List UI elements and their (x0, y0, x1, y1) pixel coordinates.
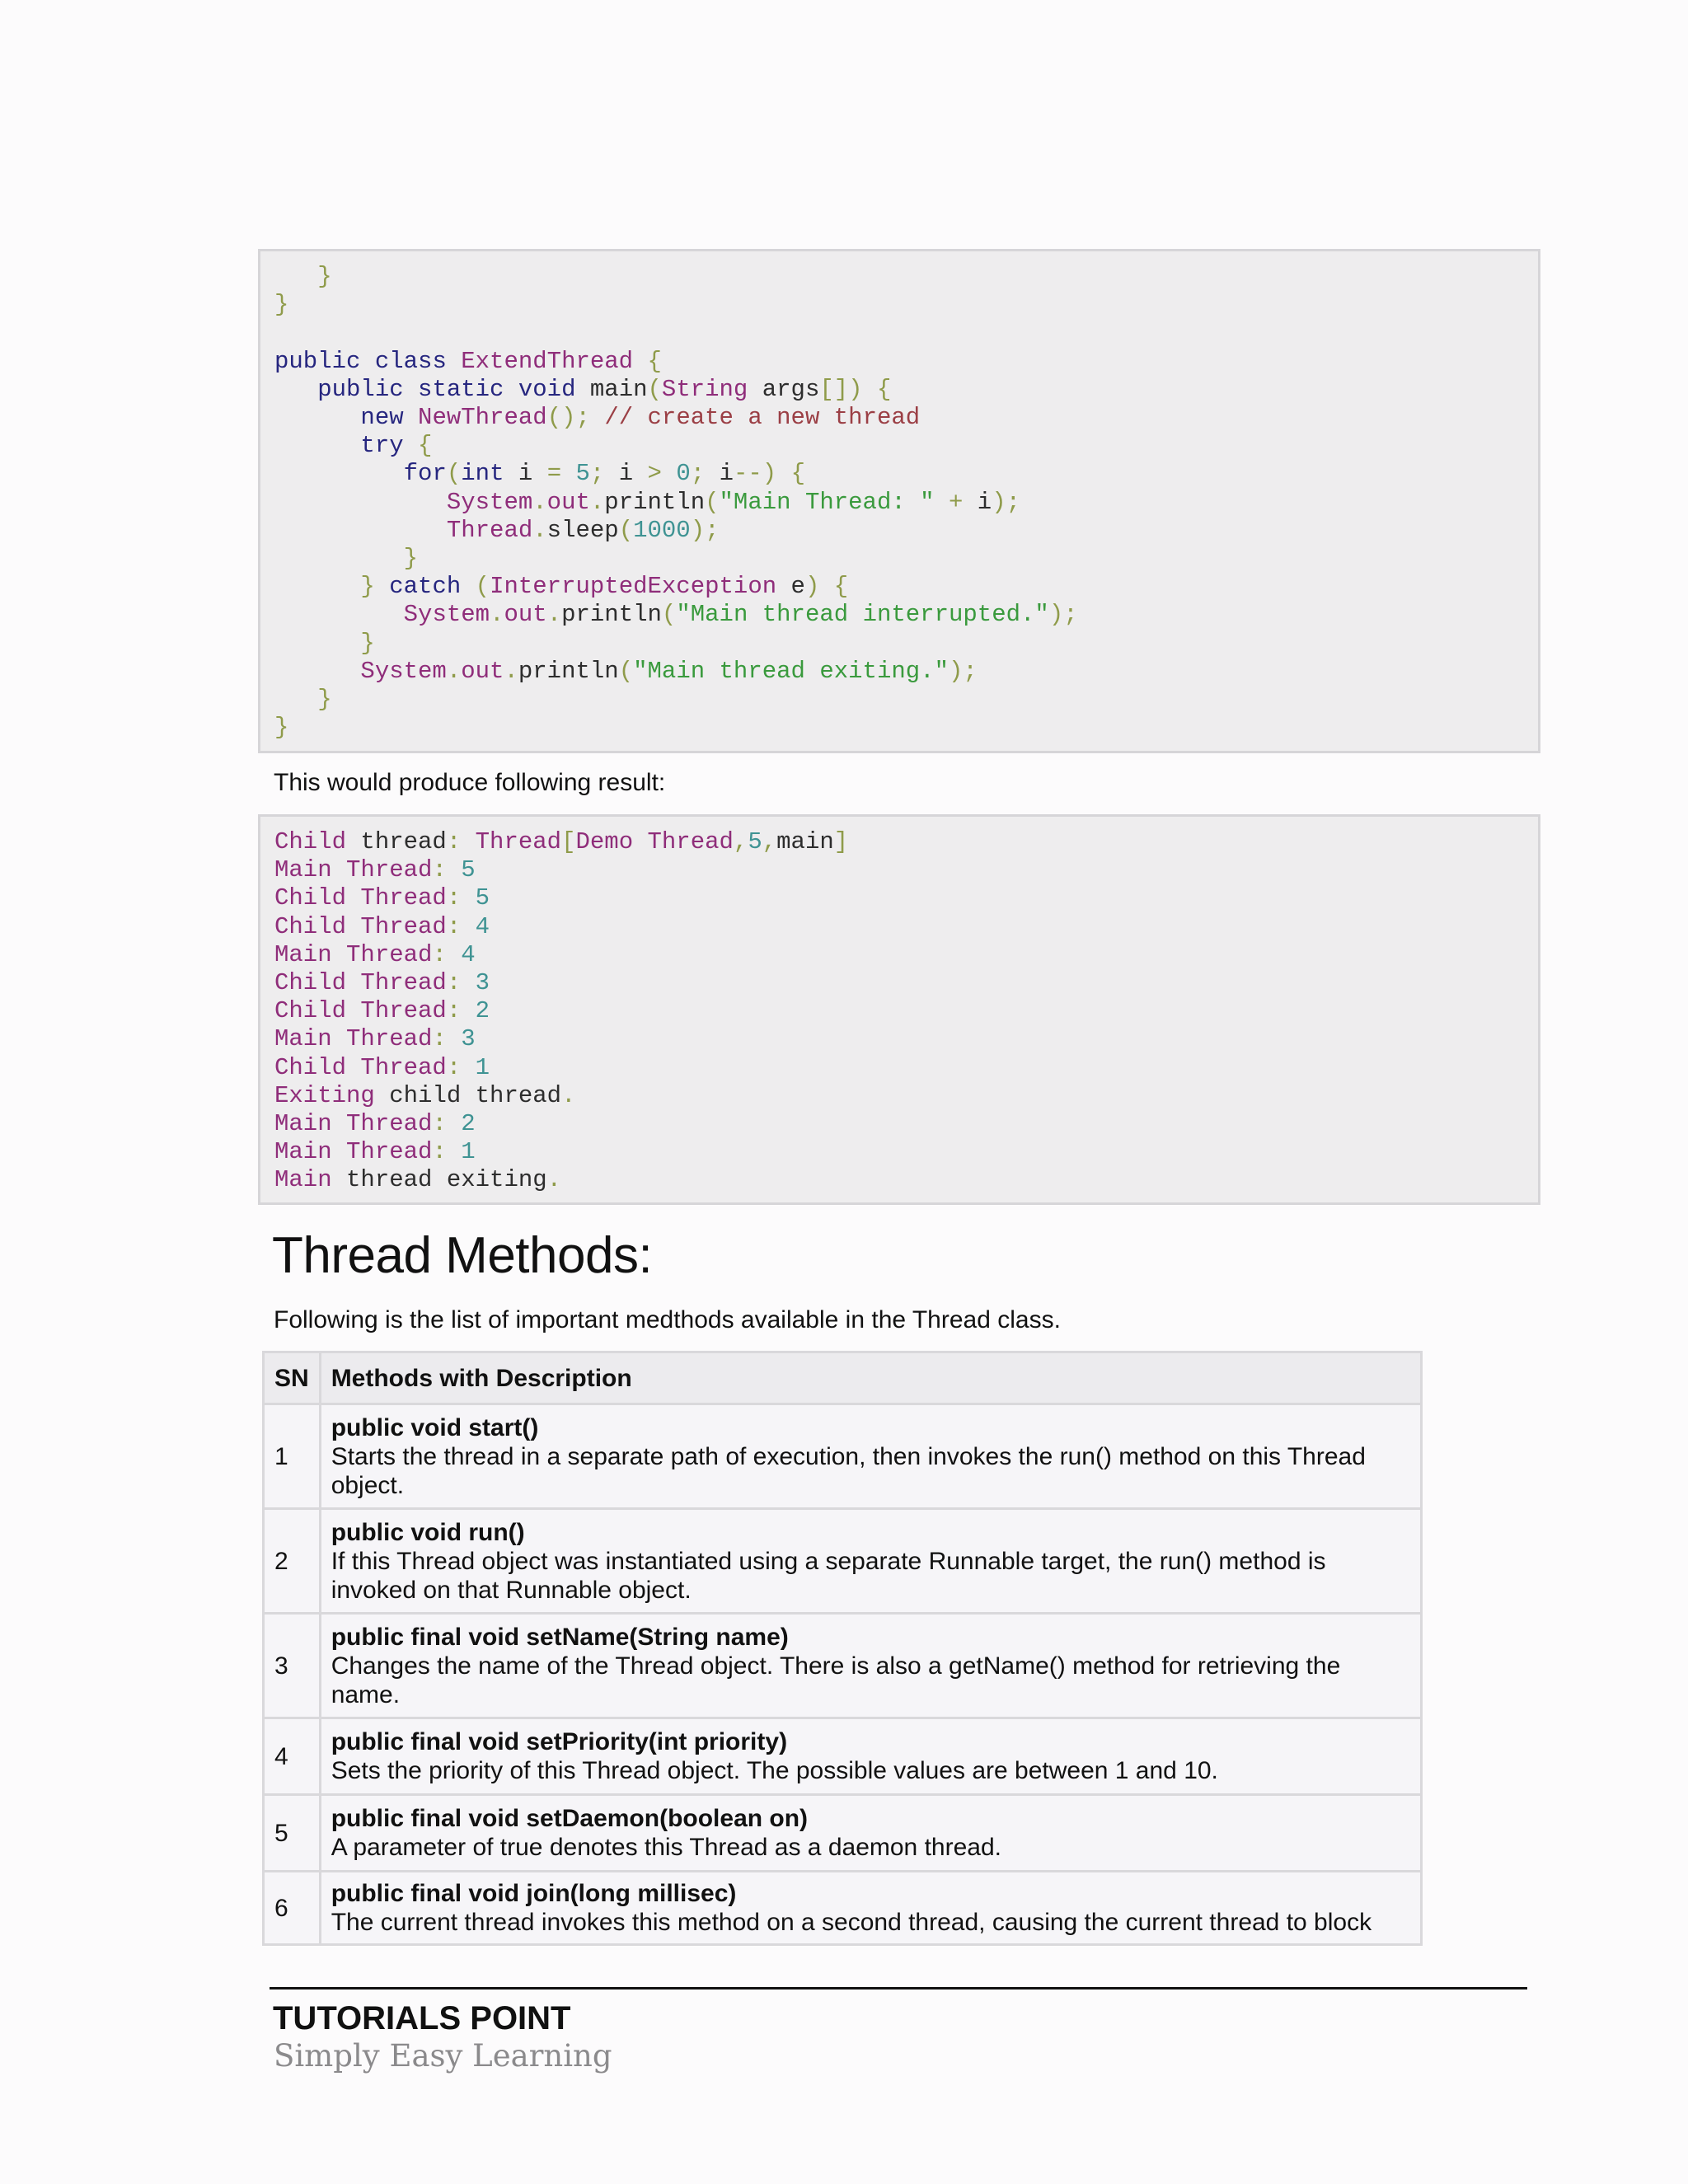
code-line (274, 319, 1538, 347)
code-line: Thread.sleep(1000); (446, 516, 720, 544)
row-sn: 5 (264, 1795, 321, 1872)
footer-divider (270, 1987, 1527, 1990)
table-row (264, 1872, 1422, 1945)
table-row (264, 1614, 1422, 1718)
code-line: System.out.println("Main thread interrupted."); (403, 601, 1078, 629)
code-line: Main Thread: 5 (274, 856, 476, 884)
table-row (264, 1795, 1422, 1872)
code-line: } (403, 545, 419, 573)
code-line: Main thread exiting. (274, 1166, 562, 1194)
code-line: System.out.println("Main Thread: " + i); (446, 488, 1021, 516)
code-line: Main Thread: 4 (274, 940, 476, 968)
code-line: public static void main(String args[]) { (317, 375, 892, 403)
row-sn: 3 (264, 1614, 321, 1718)
method-signature: public final void setPriority(int priority) (331, 1728, 788, 1755)
code-line: Main Thread: 2 (274, 1110, 476, 1138)
code-line: } catch (InterruptedException e) { (360, 573, 849, 601)
table-header-row (264, 1352, 1422, 1404)
code-line: Child Thread: 2 (274, 997, 490, 1025)
method-signature: public void run() (331, 1518, 525, 1546)
code-line: public class ExtendThread { (274, 347, 662, 375)
code-line: } (274, 291, 289, 319)
code-line: try { (360, 432, 433, 460)
code-line: } (360, 629, 375, 657)
method-description: The current thread invokes this method on a second thread, causing the current thread to block (331, 1909, 1372, 1936)
row-method (320, 1614, 1421, 1718)
code-line: new NewThread(); // create a new thread (360, 404, 921, 432)
row-sn: 6 (264, 1872, 321, 1945)
method-description: Sets the priority of this Thread object. The possible values are between 1 and 10. (331, 1757, 1218, 1784)
code-line: System.out.println("Main thread exiting."); (360, 657, 978, 685)
code-line: for(int i = 5; i > 0; i--) { (403, 460, 806, 488)
header-sn: SN (264, 1352, 321, 1404)
code-line: } (317, 263, 332, 290)
code-line: Child thread: Thread[Demo Thread,5,main] (274, 828, 849, 855)
output-block (258, 814, 1540, 1205)
methods-table (262, 1351, 1423, 1946)
row-method (320, 1795, 1421, 1872)
code-line: Child Thread: 5 (274, 884, 490, 912)
method-description: A parameter of true denotes this Thread as a daemon thread. (331, 1834, 1001, 1861)
footer-brand: TUTORIALS POINT (273, 2000, 571, 2036)
table-row (264, 1718, 1422, 1795)
method-signature: public final void setDaemon(boolean on) (331, 1805, 809, 1832)
row-method (320, 1872, 1421, 1945)
code-line: } (274, 714, 289, 742)
table-row (264, 1404, 1422, 1509)
code-line: Child Thread: 3 (274, 969, 490, 997)
code-line: } (317, 686, 332, 714)
code-line: Main Thread: 1 (274, 1138, 476, 1166)
method-signature: public void start() (331, 1413, 539, 1441)
result-intro-text: This would produce following result: (274, 769, 666, 796)
row-sn: 2 (264, 1509, 321, 1614)
row-method (320, 1509, 1421, 1614)
method-description: Starts the thread in a separate path of execution, then invokes the run() method on this Thread object. (331, 1442, 1366, 1499)
row-method (320, 1404, 1421, 1509)
row-sn: 4 (264, 1718, 321, 1795)
code-line: Child Thread: 4 (274, 912, 490, 940)
method-signature: public final void setName(String name) (331, 1623, 789, 1651)
section-heading: Thread Methods: (272, 1227, 653, 1284)
method-description: If this Thread object was instantiated using a separate Runnable target, the run() method is invoked on that Runnable object. (331, 1547, 1326, 1604)
table-row (264, 1509, 1422, 1614)
row-method (320, 1718, 1421, 1795)
code-line: Exiting child thread. (274, 1081, 576, 1109)
method-description: Changes the name of the Thread object. There is also a getName() method for retrieving the name. (331, 1652, 1341, 1708)
code-line: Child Thread: 1 (274, 1053, 490, 1081)
code-block (258, 249, 1540, 753)
footer-tagline: Simply Easy Learning (274, 2038, 612, 2074)
section-intro-text: Following is the list of important medthods available in the Thread class. (274, 1306, 1061, 1333)
header-methods: Methods with Description (320, 1352, 1421, 1404)
row-sn: 1 (264, 1404, 321, 1509)
method-signature: public final void join(long millisec) (331, 1880, 737, 1907)
code-line: Main Thread: 3 (274, 1025, 476, 1053)
